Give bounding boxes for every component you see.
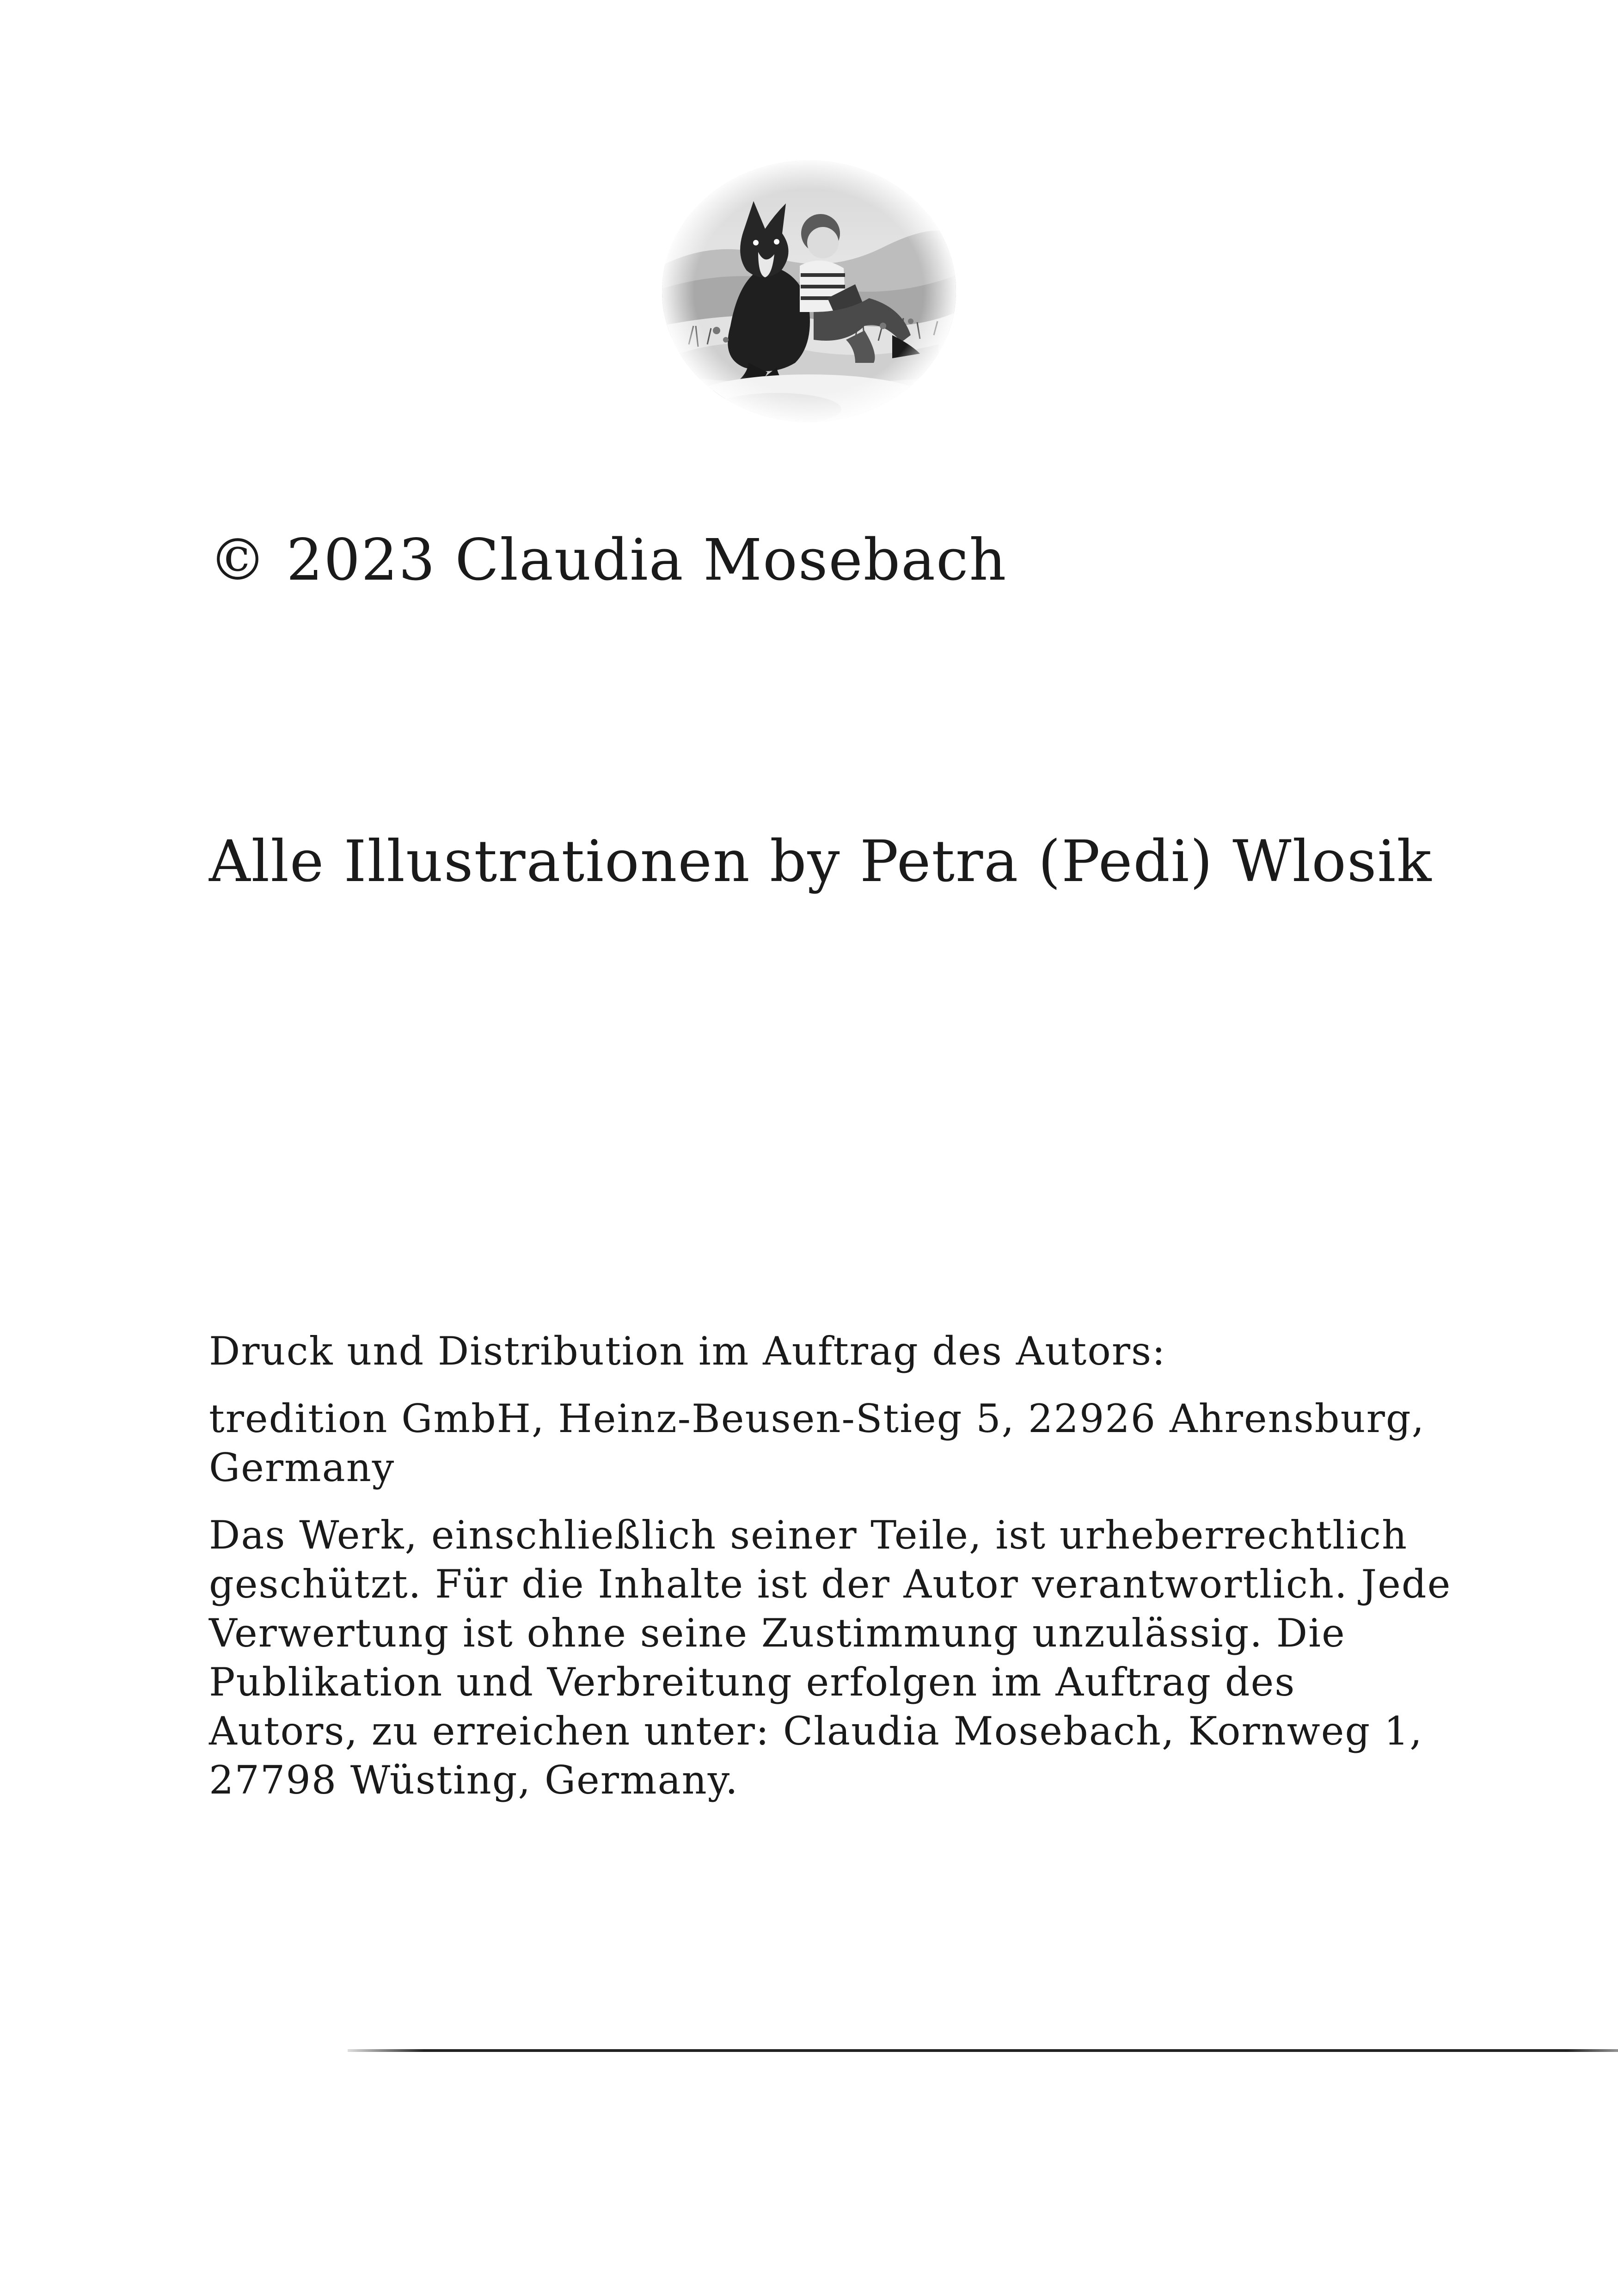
copyright-line: © 2023 Claudia Mosebach: [209, 527, 1007, 594]
dog-and-child-illustration: [661, 159, 957, 423]
footer-rule: [348, 2049, 1618, 2052]
illustrations-credit: Alle Illustrationen by Petra (Pedi) Wlosik: [209, 828, 1433, 895]
printing-note: Druck und Distribution im Auftrag des Autors:: [209, 1329, 1166, 1374]
rights-notice: Das Werk, einschließlich seiner Teile, ist urheberrechtlich geschützt. Für die Inhalte ist der Autor verantwortlich. Jede Verwertung ist ohne seine Zustimmung unzulässig. Die Publikation und Verbreitung erfolgen im Auftrag des Autors, zu erreichen unter: Claudia Mosebach, Kornweg 1, 27798 Wüsting, Germany.: [209, 1512, 1452, 1803]
imprint-block: [209, 1327, 1457, 1823]
publisher-address: tredition GmbH, Heinz-Beusen-Stieg 5, 22926 Ahrensburg, Germany: [209, 1396, 1425, 1490]
